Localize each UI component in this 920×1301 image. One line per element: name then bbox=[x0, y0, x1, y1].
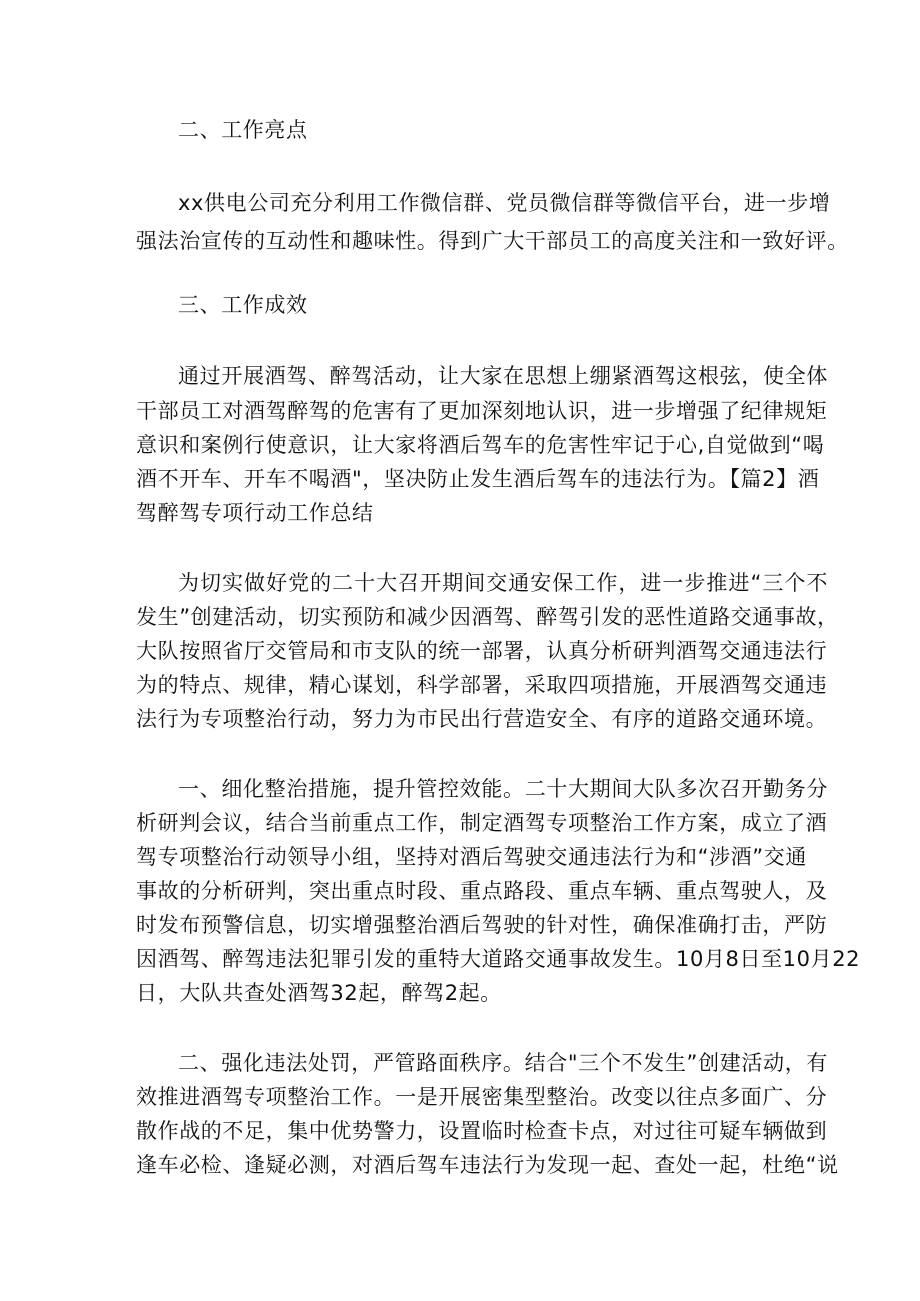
paragraph-line: 一、细化整治措施，提升管控效能。二十大期间大队多次召开勤务分 bbox=[178, 777, 828, 801]
paragraph-line: 驾醉驾专项行动工作总结 bbox=[136, 501, 374, 525]
paragraph-line: 散作战的不足，集中优势警力，设置临时检查卡点，对过往可疑车辆做到 bbox=[136, 1119, 828, 1143]
paragraph-line: 强法治宣传的互动性和趣味性。得到广大干部员工的高度关注和一致好评。 bbox=[136, 229, 849, 253]
paragraph-line: 效推进酒驾专项整治工作。一是开展密集型整治。改变以往点多面广、分 bbox=[136, 1085, 828, 1109]
paragraph-line: 为切实做好党的二十大召开期间交通安保工作，进一步推进“三个不 bbox=[178, 571, 828, 595]
paragraph-line: 发生”创建活动，切实预防和减少因酒驾、醉驾引发的恶性道路交通事故， bbox=[136, 605, 839, 629]
paragraph-line: xx供电公司充分利用工作微信群、党员微信群等微信平台，进一步增 bbox=[178, 191, 831, 215]
paragraph-line: 时发布预警信息，切实增强整治酒后驾驶的针对性，确保准确打击，严防 bbox=[136, 913, 828, 937]
paragraph-line: 为的特点、规律，精心谋划，科学部署，采取四项措施，开展酒驾交通违 bbox=[136, 673, 828, 697]
paragraph-line: 通过开展酒驾、醉驾活动，让大家在思想上绷紧酒驾这根弦，使全体 bbox=[178, 364, 828, 388]
paragraph-line: 法行为专项整治行动，努力为市民出行营造安全、有序的道路交通环境。 bbox=[136, 707, 828, 731]
paragraph-line: 析研判会议，结合当前重点工作，制定酒驾专项整治工作方案，成立了酒 bbox=[136, 811, 828, 835]
paragraph-line: 干部员工对酒驾醉驾的危害有了更加深刻地认识，进一步增强了纪律规矩 bbox=[136, 399, 828, 423]
paragraph-line: 驾专项整治行动领导小组，坚持对酒后驾驶交通违法行为和“涉酒”交通 bbox=[136, 845, 807, 869]
section-heading-results: 三、工作成效 bbox=[178, 293, 308, 317]
paragraph-line: 因酒驾、醉驾违法犯罪引发的重特大道路交通事故发生。10月8日至10月22 bbox=[136, 947, 861, 971]
section-heading-highlights: 二、工作亮点 bbox=[178, 118, 308, 142]
paragraph-line: 逢车必检、逢疑必测，对酒后驾车违法行为发现一起、查处一起，杜绝“说 bbox=[136, 1153, 839, 1177]
paragraph-line: 二、强化违法处罚，严管路面秩序。结合"三个不发生”创建活动，有 bbox=[178, 1051, 828, 1075]
paragraph-line: 酒不开车、开车不喝酒"，坚决防止发生酒后驾车的违法行为。【篇2】酒 bbox=[136, 467, 820, 491]
paragraph-line: 大队按照省厅交管局和市支队的统一部署，认真分析研判酒驾交通违法行 bbox=[136, 639, 828, 663]
paragraph-line: 日，大队共查处酒驾32起，醉驾2起。 bbox=[136, 981, 502, 1005]
paragraph-line: 事故的分析研判，突出重点时段、重点路段、重点车辆、重点驾驶人，及 bbox=[136, 879, 828, 903]
paragraph-line: 意识和案例行使意识，让大家将酒后驾车的危害性牢记于心,自觉做到“喝 bbox=[136, 433, 825, 457]
